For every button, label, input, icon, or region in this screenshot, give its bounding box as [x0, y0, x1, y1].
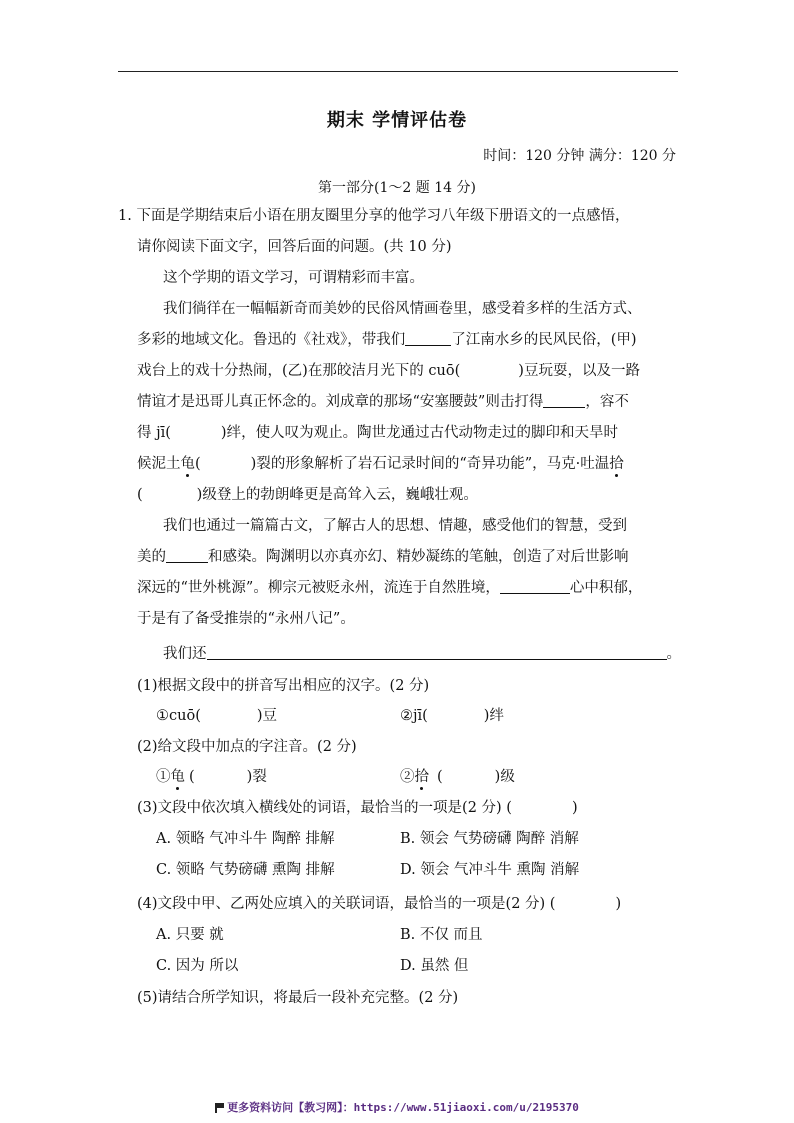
blank-2[interactable]	[543, 393, 585, 408]
sub-2-option-b: ②拾 ( )级	[400, 769, 515, 785]
sub-1-option-b: ②jī( )绊	[400, 708, 504, 724]
q1-intro-line2: 请你阅读下面文字，回答后面的问题。(共 10 分)	[137, 239, 452, 255]
passage-p2-line5: 得 jī( )绊，使人叹为观止。陶世龙通过古代动物走过的脚印和天旱时	[137, 425, 619, 441]
sub-3-option-d[interactable]: D. 领会 气冲斗牛 熏陶 消解	[400, 862, 580, 878]
footer-link[interactable]: 更多资料访问【教习网】：https://www.51jiaoxi.com/u/2195370	[0, 1099, 794, 1115]
sub-4-option-d[interactable]: D. 虽然 但	[400, 958, 469, 974]
passage-p2-line6: 候泥土龟( )裂的形象解析了岩石记录时间的“奇异功能”，马克·吐温拾	[137, 456, 624, 472]
part-heading: 第一部分(1～2 题 14 分)	[318, 180, 476, 196]
dotted-char-she: 拾	[609, 456, 624, 472]
passage-p3-line2: 美的 和感染。陶渊明以亦真亦幻、精妙凝练的笔触，创造了对后世影响	[137, 549, 629, 565]
flag-icon	[215, 1103, 224, 1112]
passage-p3-line1: 我们也通过一篇篇古文，了解古人的思想、情趣，感受他们的智慧，受到	[163, 518, 627, 534]
blank-3[interactable]	[166, 548, 208, 563]
blank-final[interactable]	[207, 645, 667, 660]
passage-p3-line3: 深远的“世外桃源”。柳宗元被贬永州，流连于自然胜境， 心中积郁，	[137, 580, 643, 596]
header-rule	[118, 71, 678, 72]
sub-question-1: (1)根据文段中的拼音写出相应的汉字。(2 分)	[137, 678, 430, 694]
page-title: 期末 学情评估卷	[326, 110, 468, 131]
passage-p2-line1: 我们徜徉在一幅幅新奇而美妙的民俗风情画卷里，感受着多样的生活方式、	[163, 301, 642, 317]
sub-1-option-a: ①cuō( )豆	[156, 708, 278, 724]
passage-p4: 我们还 。	[163, 646, 681, 662]
passage-p2-line2: 多彩的地域文化。鲁迅的《社戏》，带我们 了江南水乡的民风民俗，(甲)	[137, 332, 637, 348]
exam-meta: 时间：120 分钟 满分：120 分	[483, 148, 676, 164]
blank-1[interactable]	[405, 331, 451, 346]
passage-p3-line4: 于是有了备受推崇的“永州八记”。	[137, 611, 355, 627]
blank-4[interactable]	[500, 579, 570, 594]
sub-question-4: (4)文段中甲、乙两处应填入的关联词语，最恰当的一项是(2 分) ( )	[137, 896, 622, 912]
sub-3-option-a[interactable]: A. 领略 气冲斗牛 陶醉 排解	[156, 831, 335, 847]
dotted-char-gui: 龟	[180, 456, 195, 472]
sub-4-option-c[interactable]: C. 因为 所以	[156, 958, 239, 974]
sub-4-option-b[interactable]: B. 不仅 而且	[400, 927, 483, 943]
sub-3-option-c[interactable]: C. 领略 气势磅礴 熏陶 排解	[156, 862, 335, 878]
sub-question-3: (3)文段中依次填入横线处的词语，最恰当的一项是(2 分) ( )	[137, 800, 578, 816]
passage-p2-line4: 情谊才是迅哥儿真正怀念的。刘成章的那场“安塞腰鼓”则击打得 ，容不	[137, 394, 629, 410]
passage-p2-line3: 戏台上的戏十分热闹，(乙)在那皎洁月光下的 cuō( )豆玩耍，以及一路	[137, 363, 640, 379]
q1-intro-line1: 1. 下面是学期结束后小语在朋友圈里分享的他学习八年级下册语文的一点感悟，	[118, 208, 630, 224]
sub-3-option-b[interactable]: B. 领会 气势磅礴 陶醉 消解	[400, 831, 579, 847]
sub-2-option-a: ①龟 ( )裂	[156, 769, 267, 785]
sub-4-option-a[interactable]: A. 只要 就	[156, 927, 224, 943]
passage-p1: 这个学期的语文学习，可谓精彩而丰富。	[163, 270, 424, 286]
sub-question-5: (5)请结合所学知识，将最后一段补充完整。(2 分)	[137, 990, 459, 1006]
passage-p2-line7: ( )级登上的勃朗峰更是高耸入云，巍峨壮观。	[137, 487, 478, 503]
sub-question-2: (2)给文段中加点的字注音。(2 分)	[137, 739, 357, 755]
